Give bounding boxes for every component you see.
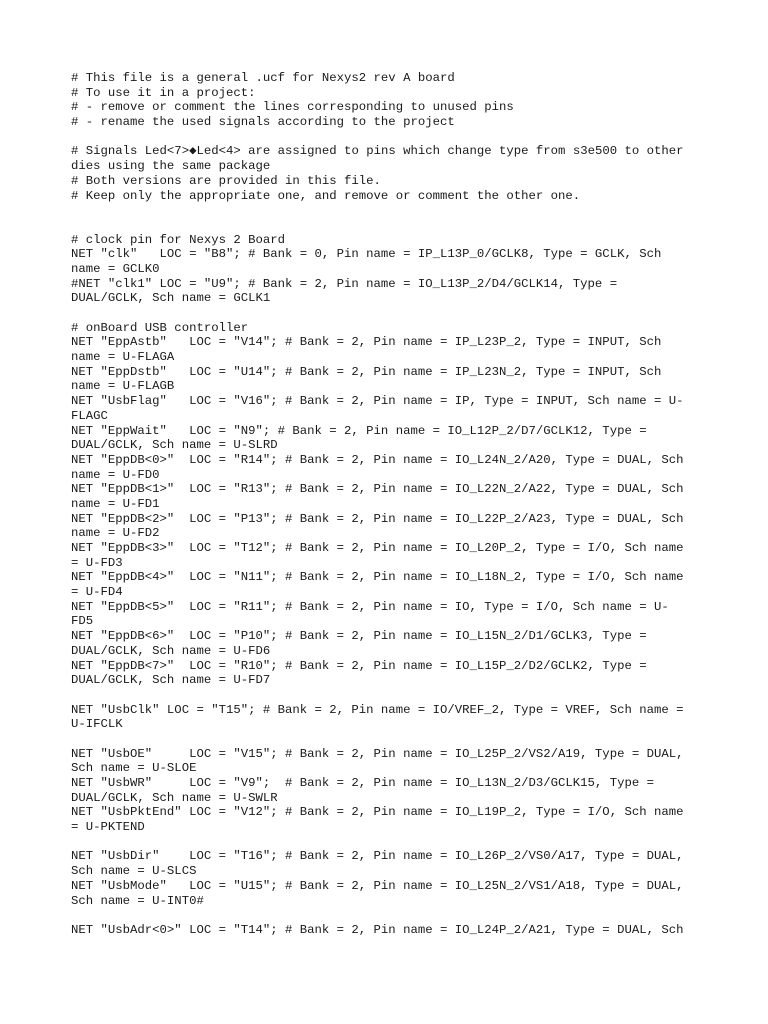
text-line: NET "EppDB<5>" LOC = "R11"; # Bank = 2, Pin name = IO, Type = I/O, Sch name = U- <box>71 599 669 614</box>
text-line: NET "EppDB<3>" LOC = "T12"; # Bank = 2, Pin name = IO_L20P_2, Type = I/O, Sch name <box>71 541 684 555</box>
ucf-text-body <box>71 71 701 938</box>
text-line: NET "EppDB<6>" LOC = "P10"; # Bank = 2, Pin name = IO_L15N_2/D1/GCLK3, Type = <box>71 629 647 644</box>
text-line <box>71 908 701 923</box>
text-line: name = U-FD1 <box>71 496 160 511</box>
text-line <box>71 203 701 218</box>
text-line: FLAGC <box>71 408 108 423</box>
text-line: Sch name = U-SLCS <box>71 864 197 879</box>
text-line: NET "EppDB<4>" LOC = "N11"; # Bank = 2, Pin name = IO_L18N_2, Type = I/O, Sch name <box>71 570 684 585</box>
text-line: DUAL/GCLK, Sch name = U-FD6 <box>71 643 271 658</box>
text-line: NET "UsbClk" LOC = "T15"; # Bank = 2, Pin name = IO/VREF_2, Type = VREF, Sch name = <box>71 702 684 717</box>
text-line <box>71 306 701 321</box>
text-line: NET "clk" LOC = "B8"; # Bank = 0, Pin name = IP_L13P_0/GCLK8, Type = GCLK, Sch <box>71 247 662 262</box>
text-line: # Both versions are provided in this file. <box>71 173 381 188</box>
text-line: NET "EppAstb" LOC = "V14"; # Bank = 2, Pin name = IP_L23P_2, Type = INPUT, Sch <box>71 335 662 350</box>
text-line <box>71 130 701 145</box>
text-line: NET "EppDB<7>" LOC = "R10"; # Bank = 2, Pin name = IO_L15P_2/D2/GCLK2, Type = <box>71 658 647 673</box>
text-line: name = U-FD0 <box>71 467 160 482</box>
text-line <box>71 835 701 850</box>
text-line: Sch name = U-INT0# <box>71 893 204 908</box>
text-line: = U-FD3 <box>71 555 123 570</box>
text-line: DUAL/GCLK, Sch name = U-SWLR <box>71 790 278 805</box>
text-line: # - remove or comment the lines corresponding to unused pins <box>71 100 514 115</box>
text-line: # To use it in a project: <box>71 85 256 100</box>
text-line: name = GCLK0 <box>71 261 160 276</box>
text-line: NET "UsbDir" LOC = "T16"; # Bank = 2, Pin name = IO_L26P_2/VS0/A17, Type = DUAL, <box>71 849 684 864</box>
text-line: # clock pin for Nexys 2 Board <box>71 232 286 247</box>
text-line <box>71 732 701 747</box>
text-line: DUAL/GCLK, Sch name = U-SLRD <box>71 438 278 453</box>
text-line: NET "UsbMode" LOC = "U15"; # Bank = 2, Pin name = IO_L25N_2/VS1/A18, Type = DUAL, <box>71 878 684 893</box>
text-line: NET "UsbAdr<0>" LOC = "T14"; # Bank = 2, Pin name = IO_L24P_2/A21, Type = DUAL, Sch <box>71 922 684 937</box>
text-line: #NET "clk1" LOC = "U9"; # Bank = 2, Pin name = IO_L13P_2/D4/GCLK14, Type = <box>71 276 618 291</box>
text-line: dies using the same package <box>71 159 271 174</box>
text-line: NET "EppDB<2>" LOC = "P13"; # Bank = 2, Pin name = IO_L22P_2/A23, Type = DUAL, Sch <box>71 511 684 526</box>
text-line: NET "EppDB<0>" LOC = "R14"; # Bank = 2, Pin name = IO_L24N_2/A20, Type = DUAL, Sch <box>71 452 684 467</box>
text-line: = U-PKTEND <box>71 820 145 835</box>
text-line: # onBoard USB controller <box>71 320 249 335</box>
text-line: NET "EppDB<1>" LOC = "R13"; # Bank = 2, Pin name = IO_L22N_2/A22, Type = DUAL, Sch <box>71 482 684 497</box>
text-line: NET "EppWait" LOC = "N9"; # Bank = 2, Pin name = IO_L12P_2/D7/GCLK12, Type = <box>71 423 647 438</box>
text-line: FD5 <box>71 614 94 629</box>
text-line: name = U-FD2 <box>71 526 160 541</box>
text-line: U-IFCLK <box>71 717 123 732</box>
text-line: = U-FD4 <box>71 585 123 600</box>
text-line <box>71 688 701 703</box>
text-line: # Keep only the appropriate one, and remove or comment the other one. <box>71 188 581 203</box>
text-line: Sch name = U-SLOE <box>71 761 197 776</box>
text-line: name = U-FLAGB <box>71 379 175 394</box>
text-line: DUAL/GCLK, Sch name = GCLK1 <box>71 291 271 306</box>
text-line: DUAL/GCLK, Sch name = U-FD7 <box>71 673 271 688</box>
text-line <box>71 218 701 233</box>
text-line: NET "UsbWR" LOC = "V9"; # Bank = 2, Pin name = IO_L13N_2/D3/GCLK15, Type = <box>71 776 654 790</box>
text-line: NET "UsbFlag" LOC = "V16"; # Bank = 2, Pin name = IP, Type = INPUT, Sch name = U- <box>71 394 684 409</box>
text-line: # This file is a general .ucf for Nexys2 rev A board <box>71 71 455 85</box>
text-line: NET "UsbOE" LOC = "V15"; # Bank = 2, Pin name = IO_L25P_2/VS2/A19, Type = DUAL, <box>71 746 684 761</box>
text-line: # - rename the used signals according to the project <box>71 115 455 130</box>
text-line: # Signals Led<7>◆Led<4> are assigned to pins which change type from s3e500 to other <box>71 144 684 159</box>
text-line: NET "UsbPktEnd" LOC = "V12"; # Bank = 2, Pin name = IO_L19P_2, Type = I/O, Sch name <box>71 805 684 820</box>
text-line: NET "EppDstb" LOC = "U14"; # Bank = 2, Pin name = IP_L23N_2, Type = INPUT, Sch <box>71 364 662 379</box>
text-line: name = U-FLAGA <box>71 350 175 365</box>
